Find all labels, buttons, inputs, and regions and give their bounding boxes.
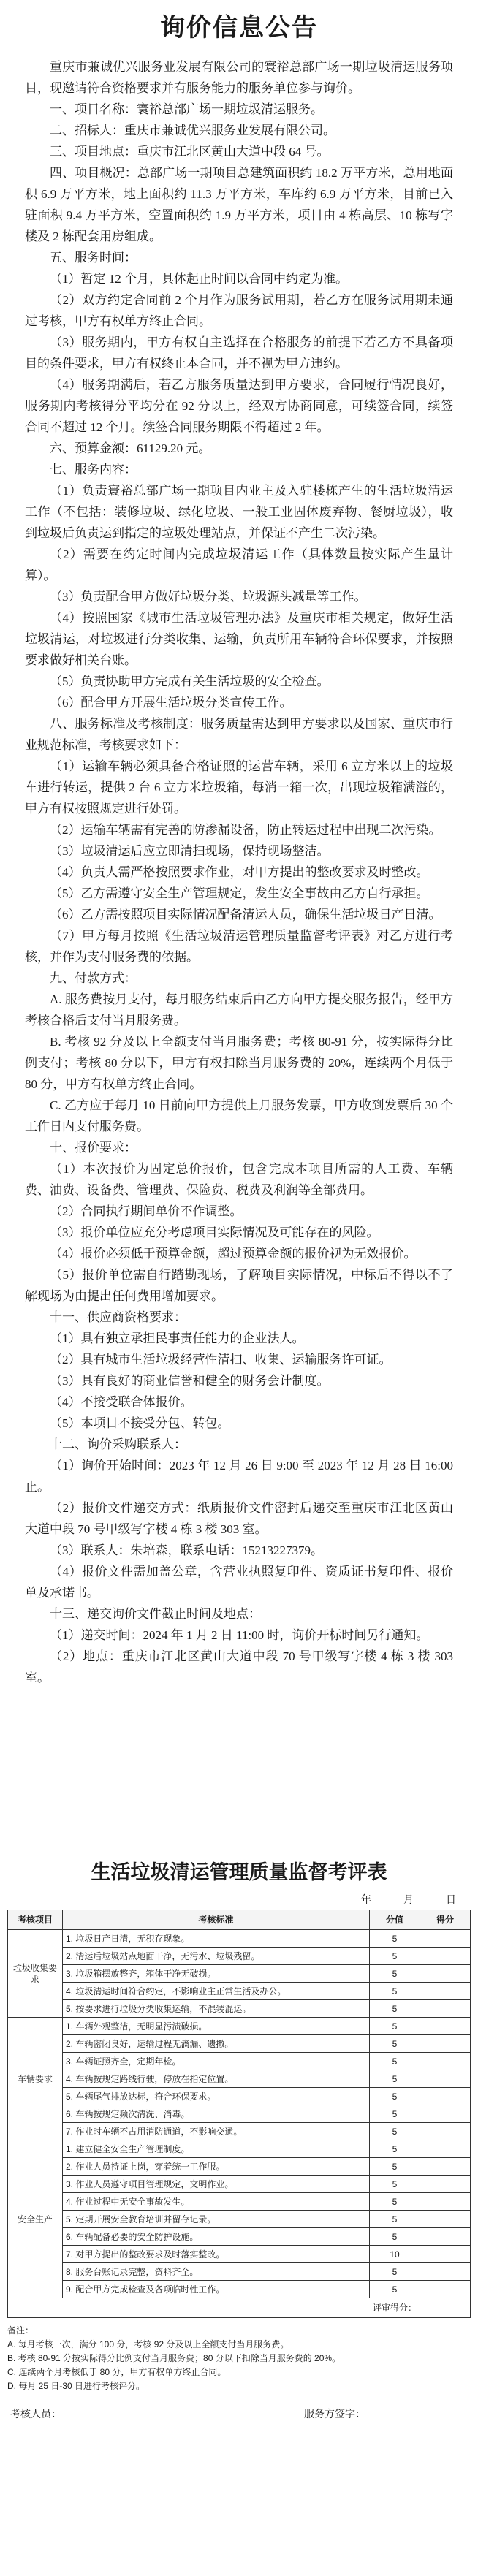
got-score-cell[interactable] bbox=[420, 2105, 471, 2123]
evaluation-table-block bbox=[7, 1856, 471, 2421]
table-row bbox=[8, 2176, 471, 2193]
section-paragraph: （4）负责人需严格按照要求作业，对甲方提出的整改要求及时整改。 bbox=[50, 865, 429, 879]
signature-row bbox=[7, 2406, 471, 2421]
section-paragraph: （2）双方约定合同前 2 个月作为服务试用期，若乙方在服务试用期未通过考核，甲方有权单方终止合同。 bbox=[25, 293, 453, 328]
evaluation-table-title: 生活垃圾清运管理质量监督考评表 bbox=[91, 1861, 387, 1884]
table-row bbox=[8, 2070, 471, 2088]
section-paragraph: （4）服务期满后，若乙方服务质量达到甲方要求，合同履行情况良好，服务期内考核得分平均分在 92 分以上，经双方协商同意，可续签合同，续签合同不超过 12 个月。续签合同服务期限不得超过 2 年。 bbox=[25, 378, 453, 434]
total-label: 评审得分： bbox=[8, 2298, 420, 2318]
section-paragraph: 七、服务内容： bbox=[50, 463, 137, 476]
evaluation-table-body bbox=[8, 1930, 471, 2318]
section-paragraph: （4）按照国家《城市生活垃圾管理办法》及重庆市相关规定，做好生活垃圾清运，对垃圾进行分类收集、运输，负责所用车辆符合环保要求，并按照要求做好相关台账。 bbox=[25, 611, 453, 667]
total-row bbox=[8, 2298, 471, 2318]
section-paragraph: （3）负责配合甲方做好垃圾分类、垃圾源头减量等工作。 bbox=[50, 590, 367, 604]
criteria-cell: 3. 垃圾箱摆放整齐，箱体干净无破损。 bbox=[63, 1965, 370, 1983]
score-cell: 5 bbox=[370, 2193, 420, 2211]
section-paragraph: （7）甲方每月按照《生活垃圾清运管理质量监督考评表》对乙方进行考核，并作为支付服务费的依据。 bbox=[25, 929, 453, 964]
section-paragraph: （5）本项目不接受分包、转包。 bbox=[50, 1416, 230, 1430]
criteria-cell: 4. 作业过程中无安全事故发生。 bbox=[63, 2193, 370, 2211]
criteria-cell: 2. 清运后垃圾站点地面干净，无污水、垃圾残留。 bbox=[63, 1948, 370, 1965]
section-paragraph: 九、付款方式： bbox=[50, 971, 137, 985]
table-row bbox=[8, 1930, 471, 1948]
got-score-cell[interactable] bbox=[420, 2053, 471, 2070]
criteria-cell: 4. 垃圾清运时间符合约定，不影响业主正常生活及办公。 bbox=[63, 1983, 370, 2000]
section-paragraph: （3）具有良好的商业信誉和健全的财务会计制度。 bbox=[50, 1374, 330, 1388]
table-row bbox=[8, 2018, 471, 2035]
section-paragraph: （3）联系人：朱培森，联系电话：15213227379。 bbox=[50, 1543, 323, 1557]
section-paragraph: 四、项目概况：总部广场一期项目总建筑面积约 18.2 万平方米，总用地面积 6.9 万平方米，地上面积约 11.3 万平方米，车库约 6.9 万平方米，目前已入驻面积 9.4 万平方米，空置面积约 1.9 万平方米，项目由 4 栋高层、10 栋写字楼及 2 栋配套用房组成。 bbox=[25, 166, 453, 243]
section-paragraph: （6）乙方需按照项目实际情况配备清运人员，确保生活垃圾日产日清。 bbox=[50, 908, 441, 922]
category-cell: 安全生产 bbox=[8, 2140, 63, 2298]
criteria-cell: 7. 对甲方提出的整改要求及时落实整改。 bbox=[63, 2246, 370, 2263]
criteria-cell: 2. 车辆密闭良好，运输过程无滴漏、遗撒。 bbox=[63, 2035, 370, 2053]
criteria-cell: 5. 车辆尾气排放达标，符合环保要求。 bbox=[63, 2088, 370, 2105]
document-title: 询价信息公告 bbox=[160, 13, 318, 42]
got-score-cell[interactable] bbox=[420, 2070, 471, 2088]
section-paragraph: （3）服务期内，甲方有权自主选择在合格服务的前提下若乙方不具备项目的条件要求，甲方有权终止本合同，并不视为甲方违约。 bbox=[25, 335, 453, 371]
header-content: 考核标准 bbox=[63, 1910, 370, 1930]
score-cell: 5 bbox=[370, 2158, 420, 2176]
score-cell: 5 bbox=[370, 2088, 420, 2105]
score-cell: 5 bbox=[370, 2176, 420, 2193]
note-line: B. 考核 80-91 分按实际得分比例支付当月服务费；80 分以下扣除当月服务费的 20%。 bbox=[7, 2353, 341, 2363]
inspector-sign bbox=[10, 2406, 164, 2421]
supplier-label: 服务方签字： bbox=[304, 2408, 365, 2420]
category-cell: 垃圾收集要求 bbox=[8, 1930, 63, 2018]
section-paragraph: （1）询价开始时间：2023 年 12 月 26 日 9:00 至 2023 年 12 月 28 日 16:00 止。 bbox=[25, 1459, 453, 1494]
section-paragraph: 三、项目地点：重庆市江北区黄山大道中段 64 号。 bbox=[50, 145, 330, 159]
criteria-cell: 1. 建立健全安全生产管理制度。 bbox=[63, 2140, 370, 2158]
date-day-label: 日 bbox=[446, 1895, 456, 1906]
got-score-cell[interactable] bbox=[420, 2211, 471, 2228]
section-paragraph: 十二、询价采购联系人： bbox=[50, 1437, 186, 1451]
supplier-sign bbox=[304, 2406, 468, 2421]
total-value-cell[interactable] bbox=[420, 2298, 471, 2318]
section-paragraph: （2）报价文件递交方式：纸质报价文件密封后递交至重庆市江北区黄山大道中段 70 号甲级写字楼 4 栋 3 楼 303 室。 bbox=[25, 1501, 453, 1536]
score-cell: 5 bbox=[370, 2140, 420, 2158]
table-row bbox=[8, 2263, 471, 2281]
score-cell: 10 bbox=[370, 2246, 420, 2263]
table-row bbox=[8, 2281, 471, 2298]
got-score-cell[interactable] bbox=[420, 2263, 471, 2281]
section-paragraph: （5）负责协助甲方完成有关生活垃圾的安全检查。 bbox=[50, 675, 330, 688]
section-paragraph: 十、报价要求： bbox=[50, 1141, 137, 1155]
got-score-cell[interactable] bbox=[420, 2176, 471, 2193]
score-cell: 5 bbox=[370, 1965, 420, 1983]
section-paragraph: （1）递交时间：2024 年 1 月 2 日 11:00 时，询价开标时间另行通知。 bbox=[50, 1628, 429, 1642]
criteria-cell: 1. 车辆外观整洁，无明显污渍破损。 bbox=[63, 2018, 370, 2035]
date-month-label: 月 bbox=[403, 1895, 414, 1906]
criteria-cell: 5. 定期开展安全教育培训并留存记录。 bbox=[63, 2211, 370, 2228]
got-score-cell[interactable] bbox=[420, 2140, 471, 2158]
category-cell: 车辆要求 bbox=[8, 2018, 63, 2140]
score-cell: 5 bbox=[370, 2000, 420, 2018]
got-score-cell[interactable] bbox=[420, 2123, 471, 2140]
note-line: C. 连续两个月考核低于 80 分，甲方有权单方终止合同。 bbox=[7, 2367, 227, 2377]
table-row bbox=[8, 2158, 471, 2176]
got-score-cell[interactable] bbox=[420, 2035, 471, 2053]
inspector-label: 考核人员： bbox=[10, 2408, 61, 2420]
notice-sections bbox=[25, 99, 453, 1688]
section-paragraph: B. 考核 92 分及以上全额支付当月服务费；考核 80-91 分，按实际得分比例支付；考核 80 分以下，甲方有权扣除当月服务费的 20%，连续两个月低于 80 分，甲方有权单方终止合同。 bbox=[25, 1035, 453, 1091]
section-paragraph: 二、招标人：重庆市兼诚优兴服务业发展有限公司。 bbox=[50, 124, 335, 137]
score-cell: 5 bbox=[370, 2105, 420, 2123]
table-date-row bbox=[7, 1892, 471, 1907]
table-row bbox=[8, 1983, 471, 2000]
note-line: A. 每月考核一次，满分 100 分，考核 92 分及以上全额支付当月服务费。 bbox=[7, 2339, 289, 2349]
table-row bbox=[8, 2193, 471, 2211]
criteria-cell: 2. 作业人员持证上岗，穿着统一工作服。 bbox=[63, 2158, 370, 2176]
section-paragraph: （4）报价必须低于预算金额，超过预算金额的报价视为无效报价。 bbox=[50, 1247, 417, 1261]
score-cell: 5 bbox=[370, 2070, 420, 2088]
criteria-cell: 9. 配合甲方完成检查及各项临时性工作。 bbox=[63, 2281, 370, 2298]
score-cell: 5 bbox=[370, 2263, 420, 2281]
section-paragraph: （2）合同执行期间单价不作调整。 bbox=[50, 1204, 243, 1218]
criteria-cell: 8. 服务台账记录完整，资料齐全。 bbox=[63, 2263, 370, 2281]
section-paragraph: 十一、供应商资格要求： bbox=[50, 1310, 186, 1324]
section-paragraph: （1）负责寰裕总部广场一期项目内业主及入驻楼栋产生的生活垃圾清运工作（不包括：装修垃圾、绿化垃圾、一般工业固体废弃物、餐厨垃圾），收到垃圾后负责运到指定的垃圾处理站点，并保证不产生二次污染。 bbox=[25, 484, 453, 540]
score-cell: 5 bbox=[370, 2018, 420, 2035]
criteria-cell: 5. 按要求进行垃圾分类收集运输，不混装混运。 bbox=[63, 2000, 370, 2018]
section-paragraph: 六、预算金额：61129.20 元。 bbox=[50, 441, 211, 455]
section-paragraph: （3）垃圾清运后应立即清扫现场，保持现场整洁。 bbox=[50, 844, 330, 858]
table-row bbox=[8, 2246, 471, 2263]
got-score-cell[interactable] bbox=[420, 2193, 471, 2211]
note-line: 备注： bbox=[7, 2325, 34, 2336]
table-row bbox=[8, 2228, 471, 2246]
criteria-cell: 6. 车辆按规定频次清洗、消毒。 bbox=[63, 2105, 370, 2123]
note-line: D. 每月 25 日-30 日进行考核评分。 bbox=[7, 2381, 145, 2391]
criteria-cell: 3. 作业人员遵守项目管理规定，文明作业。 bbox=[63, 2176, 370, 2193]
section-paragraph: （3）报价单位应充分考虑项目实际情况及可能存在的风险。 bbox=[50, 1226, 379, 1239]
score-cell: 5 bbox=[370, 2228, 420, 2246]
section-paragraph: （2）具有城市生活垃圾经营性清扫、收集、运输服务许可证。 bbox=[50, 1353, 392, 1367]
got-score-cell[interactable] bbox=[420, 1930, 471, 1948]
table-row bbox=[8, 2123, 471, 2140]
table-row bbox=[8, 1965, 471, 1983]
section-paragraph: 十三、递交询价文件截止时间及地点： bbox=[50, 1607, 261, 1621]
section-paragraph: （1）具有独立承担民事责任能力的企业法人。 bbox=[50, 1331, 305, 1345]
got-score-cell[interactable] bbox=[420, 2228, 471, 2246]
score-cell: 5 bbox=[370, 2211, 420, 2228]
table-row bbox=[8, 2000, 471, 2018]
criteria-cell: 3. 车辆证照齐全，定期年检。 bbox=[63, 2053, 370, 2070]
got-score-cell[interactable] bbox=[420, 1983, 471, 2000]
section-paragraph: A. 服务费按月支付，每月服务结束后由乙方向甲方提交服务报告，经甲方考核合格后支付当月服务费。 bbox=[25, 992, 453, 1027]
got-score-cell[interactable] bbox=[420, 2018, 471, 2035]
date-year-label: 年 bbox=[361, 1895, 371, 1906]
table-row bbox=[8, 1948, 471, 1965]
section-paragraph: （4）报价文件需加盖公章，含营业执照复印件、资质证书复印件、报价单及承诺书。 bbox=[25, 1565, 453, 1600]
got-score-cell[interactable] bbox=[420, 2246, 471, 2263]
table-row bbox=[8, 2053, 471, 2070]
got-score-cell[interactable] bbox=[420, 1948, 471, 1965]
section-paragraph: （1）运输车辆必须具备合格证照的运营车辆，采用 6 立方米以上的垃圾车进行转运，提供 2 台 6 立方米垃圾箱，每消一箱一次，出现垃圾箱满溢的，甲方有权按照规定进行处罚。 bbox=[25, 759, 453, 816]
got-score-cell[interactable] bbox=[420, 2281, 471, 2298]
header-score: 分值 bbox=[370, 1910, 420, 1930]
section-paragraph: （4）不接受联合体报价。 bbox=[50, 1395, 193, 1409]
table-row bbox=[8, 2035, 471, 2053]
got-score-cell[interactable] bbox=[420, 1965, 471, 1983]
score-cell: 5 bbox=[370, 1983, 420, 2000]
score-cell: 5 bbox=[370, 1948, 420, 1965]
criteria-cell: 6. 车辆配备必要的安全防护设施。 bbox=[63, 2228, 370, 2246]
table-header-row bbox=[8, 1910, 471, 1930]
table-row bbox=[8, 2211, 471, 2228]
got-score-cell[interactable] bbox=[420, 2000, 471, 2018]
table-row bbox=[8, 2088, 471, 2105]
intro-paragraph: 重庆市兼诚优兴服务业发展有限公司的寰裕总部广场一期垃圾清运服务项目，现邀请符合资格要求并有服务能力的服务单位参与询价。 bbox=[25, 60, 453, 95]
table-notes bbox=[7, 2324, 471, 2393]
score-cell: 5 bbox=[370, 2053, 420, 2070]
score-cell: 5 bbox=[370, 2035, 420, 2053]
got-score-cell[interactable] bbox=[420, 2088, 471, 2105]
section-paragraph: 一、项目名称：寰裕总部广场一期垃圾清运服务。 bbox=[50, 102, 323, 116]
section-paragraph: （6）配合甲方开展生活垃圾分类宣传工作。 bbox=[50, 696, 292, 710]
criteria-cell: 4. 车辆按规定路线行驶，停放在指定位置。 bbox=[63, 2070, 370, 2088]
got-score-cell[interactable] bbox=[420, 2158, 471, 2176]
evaluation-table bbox=[7, 1910, 471, 2318]
section-paragraph: （2）运输车辆需有完善的防渗漏设备，防止转运过程中出现二次污染。 bbox=[50, 823, 441, 837]
header-got: 得分 bbox=[420, 1910, 471, 1930]
score-cell: 5 bbox=[370, 2281, 420, 2298]
table-row bbox=[8, 2105, 471, 2123]
section-paragraph: （2）地点：重庆市江北区黄山大道中段 70 号甲级写字楼 4 栋 3 楼 303 室。 bbox=[25, 1649, 453, 1684]
section-paragraph: （1）本次报价为固定总价报价，包含完成本项目所需的人工费、车辆费、油费、设备费、管理费、保险费、税费及利润等全部费用。 bbox=[25, 1162, 453, 1197]
section-paragraph: 八、服务标准及考核制度：服务质量需达到甲方要求以及国家、重庆市行业规范标准，考核要求如下： bbox=[25, 717, 453, 752]
criteria-cell: 7. 作业时车辆不占用消防通道，不影响交通。 bbox=[63, 2123, 370, 2140]
section-paragraph: （5）乙方需遵守安全生产管理规定，发生安全事故由乙方自行承担。 bbox=[50, 886, 429, 900]
section-paragraph: 五、服务时间： bbox=[50, 251, 137, 265]
criteria-cell: 1. 垃圾日产日清，无积存现象。 bbox=[63, 1930, 370, 1948]
header-category: 考核项目 bbox=[8, 1910, 63, 1930]
score-cell: 5 bbox=[370, 2123, 420, 2140]
score-cell: 5 bbox=[370, 1930, 420, 1948]
table-row bbox=[8, 2140, 471, 2158]
section-paragraph: （2）需要在约定时间内完成垃圾清运工作（具体数量按实际产生量计算）。 bbox=[25, 547, 453, 582]
section-paragraph: C. 乙方应于每月 10 日前向甲方提供上月服务发票，甲方收到发票后 30 个工作日内支付服务费。 bbox=[25, 1098, 453, 1133]
section-paragraph: （1）暂定 12 个月，具体起止时间以合同中约定为准。 bbox=[50, 272, 348, 286]
section-paragraph: （5）报价单位需自行踏勘现场，了解项目实际情况，中标后不得以不了解现场为由提出任何费用增加要求。 bbox=[25, 1268, 453, 1303]
